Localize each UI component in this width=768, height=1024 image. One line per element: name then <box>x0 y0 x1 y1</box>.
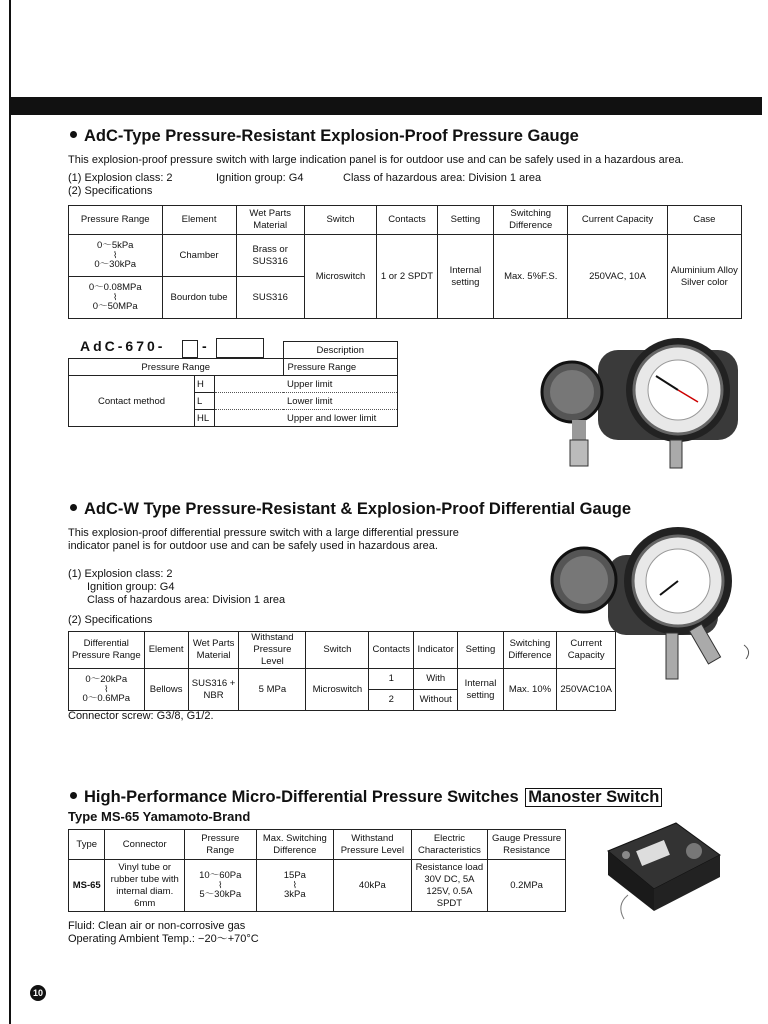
table-cell: Microswitch <box>306 669 369 711</box>
table-cell: Microswitch <box>304 235 376 319</box>
table-header: Case <box>667 206 741 235</box>
adcw-hazard-class: Class of hazardous area: Division 1 area <box>87 594 286 606</box>
table-cell: SUS316 + NBR <box>188 669 239 711</box>
table-cell: 1 <box>369 669 414 690</box>
table-row <box>69 669 616 690</box>
table-cell: 1 or 2 SPDT <box>377 235 437 319</box>
table-header: Indicator <box>414 632 458 669</box>
table-row <box>69 235 742 277</box>
table-cell: Brass or SUS316 <box>236 235 304 277</box>
table-header: Switch <box>306 632 369 669</box>
adcw-spec-table <box>68 631 616 711</box>
table-cell: Without <box>414 690 458 711</box>
table-header-row <box>69 830 566 860</box>
manoster-badge: Manoster Switch <box>525 788 662 807</box>
table-header-row <box>69 206 742 235</box>
table-header-row <box>69 632 616 669</box>
table-cell: 2 <box>369 690 414 711</box>
ms65-subtitle: Type MS-65 Yamamoto-Brand <box>68 809 251 824</box>
table-header: Withstand Pressure Level <box>334 830 412 860</box>
table-cell: Vinyl tube or rubber tube with internal diam. 6mm <box>105 860 185 912</box>
table-cell: SUS316 <box>236 277 304 319</box>
ms65-spec-table <box>68 829 566 912</box>
table-cell: Upper and lower limit <box>283 410 398 427</box>
table-cell: MS-65 <box>69 860 105 912</box>
ms65-fluid: Fluid: Clean air or non-corrosive gas <box>68 920 246 932</box>
table-header: Description <box>283 342 398 359</box>
bullet-icon <box>70 504 77 511</box>
table-header: Withstand Pressure Level <box>239 632 306 669</box>
table-header: Setting <box>458 632 503 669</box>
model-code-dash: - <box>202 338 207 354</box>
table-cell: 250VAC, 10A <box>568 235 667 319</box>
table-cell: H <box>195 376 215 393</box>
table-cell: Pressure Range <box>283 359 398 376</box>
table-header: Wet Parts Material <box>188 632 239 669</box>
table-header: Differential Pressure Range <box>69 632 145 669</box>
table-cell: 0～20kPa ⌇ 0～0.6MPa <box>69 669 145 711</box>
adcw-intro-line2: indicator panel is for outdoor use and can be safely used in hazardous area. <box>68 540 438 552</box>
model-code: AdC-670- <box>80 338 166 354</box>
table-cell: Internal setting <box>437 235 493 319</box>
table-header: Contacts <box>369 632 414 669</box>
adcw-intro-line1: This explosion-proof differential pressure switch with a large differential pressure <box>68 527 459 539</box>
header-bar <box>11 97 762 115</box>
ms65-switch-image <box>598 815 726 923</box>
table-header: Element <box>144 632 188 669</box>
adc-spec-label: (2) Specifications <box>68 185 153 197</box>
adc-gauge-image <box>538 330 744 470</box>
table-header: Connector <box>105 830 185 860</box>
table-header: Element <box>162 206 236 235</box>
table-header: Switching Difference <box>503 632 557 669</box>
adcw-ignition-group: Ignition group: G4 <box>87 581 175 593</box>
table-cell: Resistance load 30V DC, 5A 125V, 0.5A SPDT <box>411 860 488 912</box>
table-cell: Aluminium Alloy Silver color <box>667 235 741 319</box>
table-cell: With <box>414 669 458 690</box>
left-margin-rule <box>9 0 11 1024</box>
table-cell: Pressure Range <box>69 359 284 376</box>
adc-spec-table <box>68 205 742 319</box>
adc-explosion-class: (1) Explosion class: 2 <box>68 172 173 184</box>
adcw-explosion-class: (1) Explosion class: 2 <box>68 568 173 580</box>
adc-intro: This explosion-proof pressure switch with large indication panel is for outdoor use and can be safely used in a hazardous area. <box>68 154 684 166</box>
table-cell: 40kPa <box>334 860 412 912</box>
adc-ignition-group: Ignition group: G4 <box>216 172 304 184</box>
table-header: Current Capacity <box>557 632 616 669</box>
table-header: Pressure Range <box>69 206 163 235</box>
adcw-gauge-image <box>548 525 758 690</box>
table-cell: Contact method <box>69 376 195 427</box>
table-cell: Lower limit <box>283 393 398 410</box>
table-header: Switch <box>304 206 376 235</box>
table-cell: HL <box>195 410 215 427</box>
adcw-spec-label: (2) Specifications <box>68 614 153 626</box>
adc-hazard-class: Class of hazardous area: Division 1 area <box>343 172 542 184</box>
table-cell: Upper limit <box>283 376 398 393</box>
table-cell: Max. 10% <box>503 669 557 711</box>
table-cell: Chamber <box>162 235 236 277</box>
section-title-adc: AdC-Type Pressure-Resistant Explosion-Proof Pressure Gauge <box>70 127 579 146</box>
table-header: Current Capacity <box>568 206 667 235</box>
table-row <box>69 376 398 393</box>
table-row <box>69 342 398 359</box>
table-cell: 0.2MPa <box>488 860 566 912</box>
bullet-icon <box>70 131 77 138</box>
table-cell: Bellows <box>144 669 188 711</box>
table-cell: Max. 5%F.S. <box>494 235 568 319</box>
table-header: Pressure Range <box>184 830 256 860</box>
section-title-micro-diff: High-Performance Micro-Differential Pressure Switches Manoster Switch <box>70 788 662 807</box>
bullet-icon <box>70 792 77 799</box>
table-cell: 0～5kPa ⌇ 0～30kPa <box>69 235 163 277</box>
table-cell: 15Pa ⌇ 3kPa <box>256 860 334 912</box>
table-header: Switching Difference <box>494 206 568 235</box>
table-cell: 0～0.08MPa ⌇ 0～50MPa <box>69 277 163 319</box>
table-cell: 10～60Pa ⌇ 5～30kPa <box>184 860 256 912</box>
adcw-connector-note: Connector screw: G3/8, G1/2. <box>68 710 214 722</box>
table-header: Max. Switching Difference <box>256 830 334 860</box>
table-cell: Bourdon tube <box>162 277 236 319</box>
table-header: Gauge Pressure Resistance <box>488 830 566 860</box>
table-header: Electric Characteristics <box>411 830 488 860</box>
section-title-adcw: AdC-W Type Pressure-Resistant & Explosion-Proof Differential Gauge <box>70 500 631 519</box>
table-cell: L <box>195 393 215 410</box>
table-cell: Internal setting <box>458 669 503 711</box>
table-header: Type <box>69 830 105 860</box>
table-header: Setting <box>437 206 493 235</box>
ms65-temp: Operating Ambient Temp.: −20～+70°C <box>68 933 259 945</box>
model-code-table <box>68 341 398 427</box>
table-row <box>69 359 398 376</box>
page-number: 10 <box>30 985 46 1001</box>
table-row <box>69 860 566 912</box>
table-cell: 5 MPa <box>239 669 306 711</box>
table-header: Contacts <box>377 206 437 235</box>
table-header: Wet Parts Material <box>236 206 304 235</box>
table-cell: 250VAC10A <box>557 669 616 711</box>
